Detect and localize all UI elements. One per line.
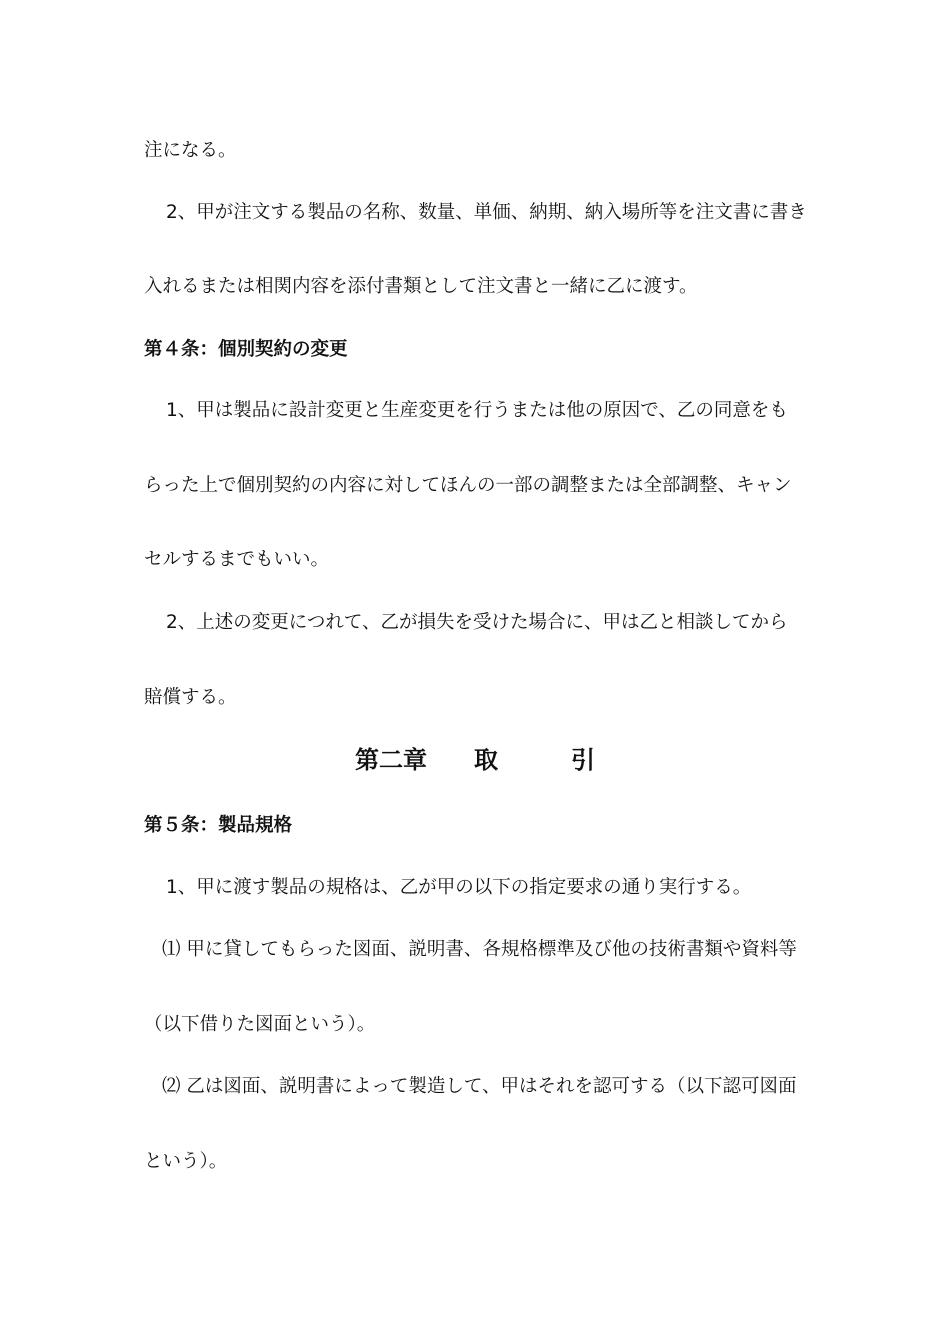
chapter-heading-part: 第二章 [355,746,427,774]
paragraph-line: 2、甲が注文する製品の名称、数量、単価、納期、納入場所等を注文書に書き [166,202,807,223]
list-item-line: ⑴ 甲に貸してもらった図面、説明書、各規格標準及び他の技術書類や資料等 [162,939,797,960]
paragraph-line: らった上で個別契約の内容に対してほんの一部の調整または全部調整、キャン [144,475,792,496]
chapter-heading-part: 取 [474,746,498,774]
paragraph-line: という）。 [144,1151,228,1172]
article-heading: 第４条：個別契約の変更 [144,339,348,360]
list-item-line: ⑵ 乙は図面、説明書によって製造して、甲はそれを認可する（以下認可図面 [162,1076,797,1097]
paragraph-line: 注になる。 [144,140,237,161]
paragraph-line: セルするまでもいい。 [144,549,330,570]
paragraph-line: （以下借りた図面という）。 [144,1014,376,1035]
paragraph-line: 賠償する。 [144,687,237,708]
paragraph-line: 入れるまたは相関内容を添付書類として注文書と一緒に乙に渡す。 [144,276,698,297]
paragraph-line: 1、甲に渡す製品の規格は、乙が甲の以下の指定要求の通り実行する。 [166,877,752,898]
article-heading: 第５条：製品規格 [144,815,293,836]
paragraph-line: 2、上述の変更につれて、乙が損失を受けた場合に、甲は乙と相談してから [166,612,788,633]
chapter-heading-part: 引 [571,746,595,774]
paragraph-line: 1、甲は製品に設計変更と生産変更を行うまたは他の原因で、乙の同意をも [166,400,788,421]
